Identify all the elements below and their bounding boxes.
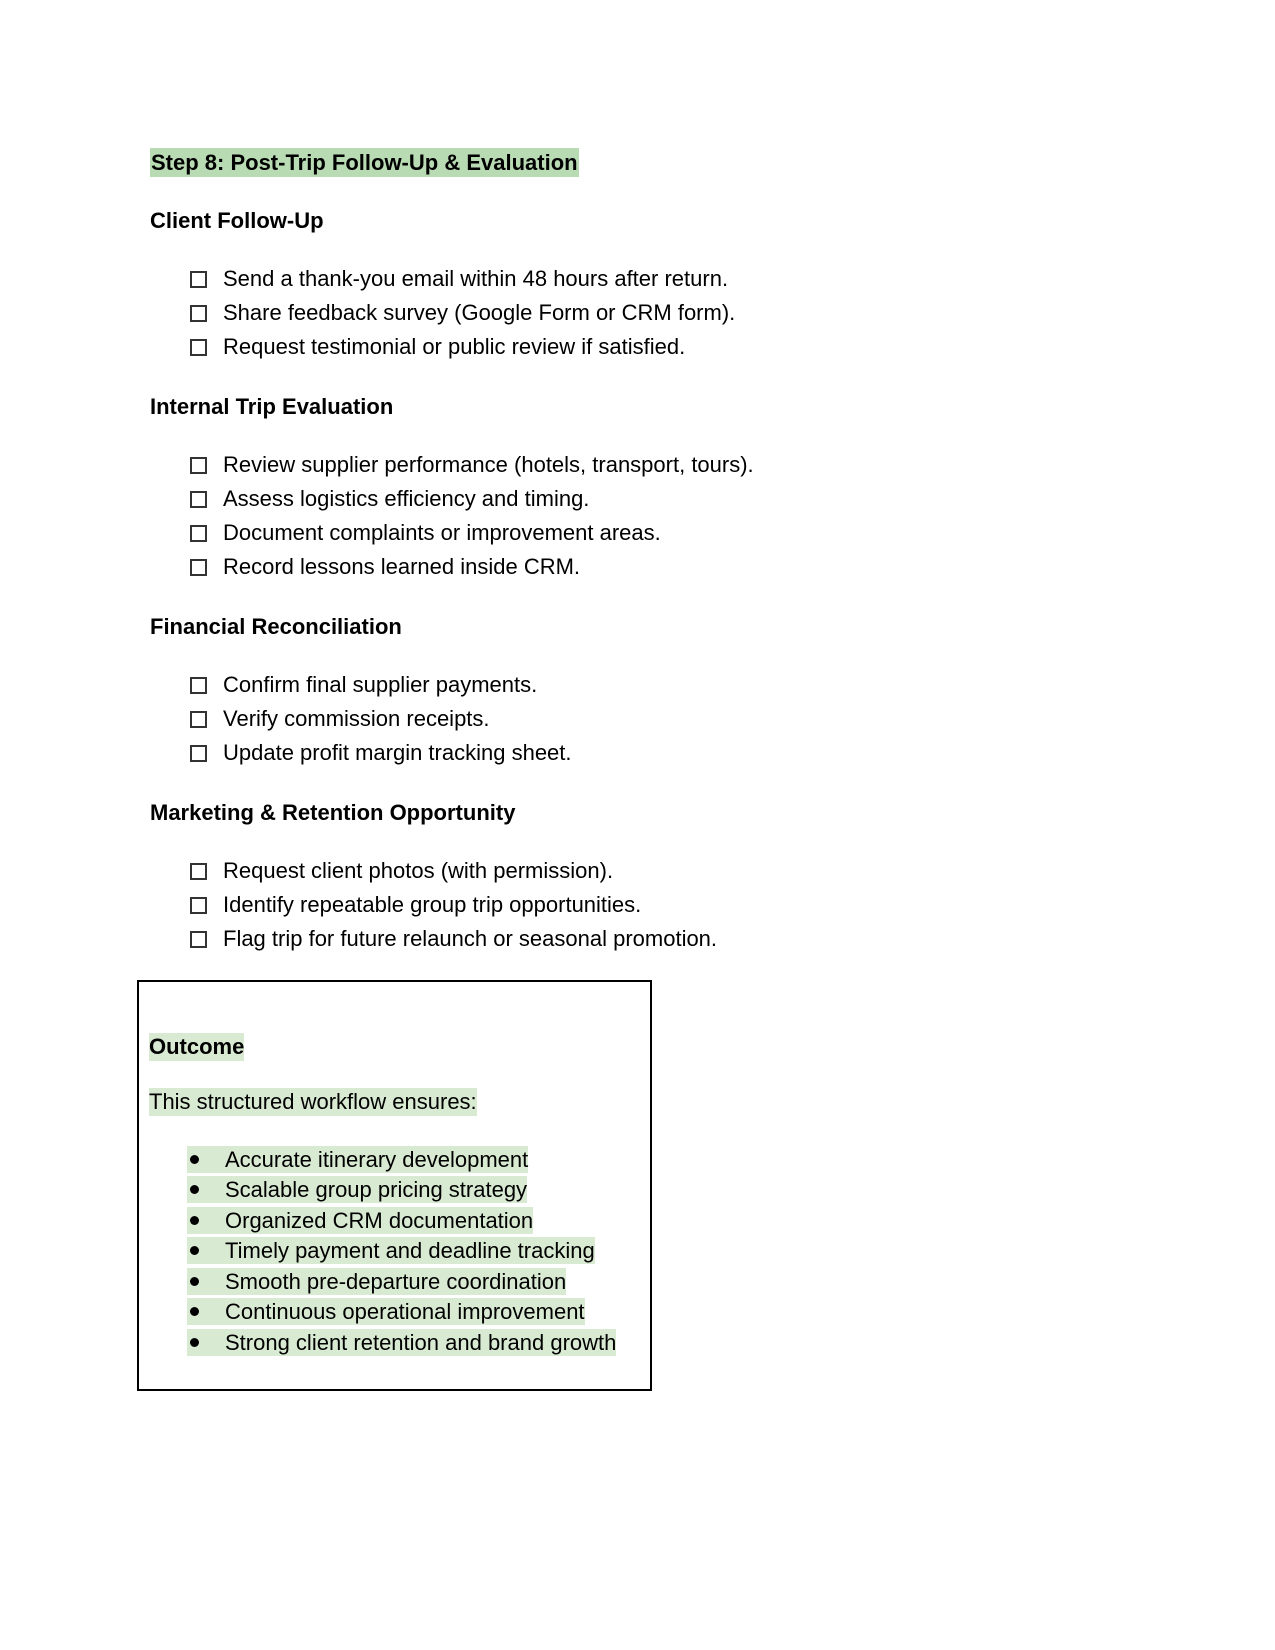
checkbox-icon[interactable]: [190, 339, 207, 356]
step-title: Step 8: Post-Trip Follow-Up & Evaluation: [151, 150, 578, 175]
checklist-marketing-retention: [190, 854, 717, 956]
checklist-item: [190, 262, 735, 296]
checklist-item-label: Assess logistics efficiency and timing.: [223, 486, 590, 511]
outcome-item-label: Organized CRM documentation: [225, 1207, 534, 1233]
checklist-client-follow-up: [190, 262, 735, 364]
outcome-intro: This structured workflow ensures:: [149, 1089, 477, 1114]
outcome-list-item: [187, 1144, 616, 1175]
outcome-item-label: Strong client retention and brand growth: [225, 1329, 617, 1355]
checkbox-icon[interactable]: [190, 305, 207, 322]
checklist-item: [190, 448, 754, 482]
bullet-icon: [190, 1185, 199, 1194]
outcome-list-item: [187, 1266, 616, 1297]
checklist-item-label: Send a thank-you email within 48 hours after return.: [223, 266, 729, 291]
checkbox-icon[interactable]: [190, 931, 207, 948]
checkbox-icon[interactable]: [190, 457, 207, 474]
outcome-title: Outcome: [149, 1034, 245, 1059]
bullet-icon: [190, 1246, 199, 1255]
checkbox-icon[interactable]: [190, 677, 207, 694]
section-heading-internal-trip-evaluation: Internal Trip Evaluation: [150, 394, 394, 419]
checkbox-icon[interactable]: [190, 559, 207, 576]
checklist-item: [190, 516, 754, 550]
outcome-box: [137, 980, 652, 1391]
outcome-item-label: Accurate itinerary development: [225, 1146, 529, 1172]
checklist-item: [190, 550, 754, 584]
checkbox-icon[interactable]: [190, 863, 207, 880]
checklist-item-label: Request testimonial or public review if satisfied.: [223, 334, 686, 359]
outcome-list-item: [187, 1297, 616, 1328]
outcome-list-item: [187, 1205, 616, 1236]
checklist-item-label: Record lessons learned inside CRM.: [223, 554, 581, 579]
checklist-item: [190, 702, 572, 736]
checkbox-icon[interactable]: [190, 491, 207, 508]
checkbox-icon[interactable]: [190, 711, 207, 728]
checkbox-icon[interactable]: [190, 525, 207, 542]
bullet-icon: [190, 1277, 199, 1286]
section-heading-marketing-retention: Marketing & Retention Opportunity: [150, 800, 516, 825]
checklist-item-label: Share feedback survey (Google Form or CRM form).: [223, 300, 736, 325]
outcome-list-item: [187, 1236, 616, 1267]
checklist-item-label: Review supplier performance (hotels, transport, tours).: [223, 452, 754, 477]
outcome-item-label: Smooth pre-departure coordination: [225, 1268, 567, 1294]
bullet-icon: [190, 1307, 199, 1316]
outcome-item-label: Continuous operational improvement: [225, 1299, 585, 1325]
section-heading-client-follow-up: Client Follow-Up: [150, 208, 324, 233]
checklist-item-label: Verify commission receipts.: [223, 706, 490, 731]
checkbox-icon[interactable]: [190, 745, 207, 762]
outcome-list-item: [187, 1175, 616, 1206]
checklist-item: [190, 854, 717, 888]
checkbox-icon[interactable]: [190, 897, 207, 914]
checklist-item-label: Identify repeatable group trip opportunities.: [223, 892, 642, 917]
section-heading-financial-reconciliation: Financial Reconciliation: [150, 614, 402, 639]
outcome-item-label: Scalable group pricing strategy: [225, 1177, 528, 1203]
checklist-internal-trip-evaluation: [190, 448, 754, 584]
checklist-item: [190, 330, 735, 364]
checklist-item-label: Confirm final supplier payments.: [223, 672, 538, 697]
checklist-financial-reconciliation: [190, 668, 572, 770]
checklist-item: [190, 296, 735, 330]
outcome-list-item: [187, 1327, 616, 1358]
bullet-icon: [190, 1216, 199, 1225]
checklist-item-label: Request client photos (with permission).: [223, 858, 614, 883]
checkbox-icon[interactable]: [190, 271, 207, 288]
checklist-item: [190, 482, 754, 516]
outcome-list: [187, 1144, 616, 1358]
checklist-item: [190, 922, 717, 956]
checklist-item-label: Update profit margin tracking sheet.: [223, 740, 572, 765]
checklist-item-label: Flag trip for future relaunch or seasonal promotion.: [223, 926, 718, 951]
checklist-item-label: Document complaints or improvement areas.: [223, 520, 661, 545]
outcome-item-label: Timely payment and deadline tracking: [225, 1238, 595, 1264]
bullet-icon: [190, 1155, 199, 1164]
checklist-item: [190, 668, 572, 702]
checklist-item: [190, 888, 717, 922]
checklist-item: [190, 736, 572, 770]
bullet-icon: [190, 1338, 199, 1347]
